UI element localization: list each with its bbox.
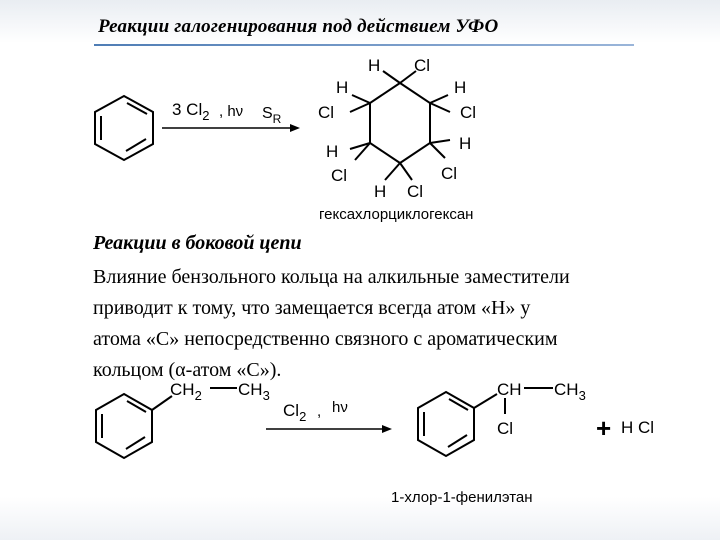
- atom-ur-h: H: [454, 78, 467, 97]
- mechanism-sr: $S_R$: [262, 105, 282, 126]
- paragraph-line: кольцом (α-атом «С»).: [93, 359, 282, 381]
- reagent-hv: , hν: [219, 103, 244, 120]
- reagent-cl2-2: $Cl_2$: [283, 401, 307, 424]
- cyclohexane-ring: [350, 71, 450, 180]
- atom-ll-h: H: [326, 142, 339, 161]
- atom-bot-h: H: [374, 182, 387, 201]
- reagent-comma-2: ,: [317, 403, 322, 420]
- benzene-ring-2: [96, 388, 237, 458]
- paragraph-line: Влияние бензольного кольца на алкильные заместители: [93, 266, 570, 288]
- explanation-paragraph: [93, 262, 703, 386]
- benzene-ring-1: [95, 96, 153, 160]
- reagent-cl2: 3 $Cl_2$: [172, 100, 210, 123]
- group-ch3: $CH_3$: [238, 380, 270, 403]
- atom-ur-cl: Cl: [460, 103, 477, 122]
- atom-ul-cl: Cl: [318, 103, 335, 122]
- atom-bot-cl: Cl: [407, 182, 424, 201]
- product-name-1: гексахлорциклогексан: [319, 206, 474, 223]
- benzene-ring-3: [418, 388, 553, 456]
- slide-title: Реакции галогенирования под действием УФО: [98, 16, 499, 37]
- paragraph-line: атома «С» непосредственно связного с ароматическим: [93, 328, 558, 350]
- atom-ul-h: H: [336, 78, 349, 97]
- reagent-hv-2: hν: [332, 399, 348, 416]
- atom-top-cl: Cl: [414, 56, 431, 75]
- paragraph-line: приводит к тому, что замещается всегда атом «Н» у: [93, 297, 531, 319]
- prod-group-ch: CH: [497, 380, 522, 399]
- section-heading: Реакции в боковой цепи: [93, 232, 302, 254]
- atom-ll-cl: Cl: [331, 166, 348, 185]
- atom-top-h: H: [368, 56, 381, 75]
- prod-group-cl: Cl: [497, 419, 514, 438]
- prod-group-ch3: $CH_3$: [554, 380, 586, 403]
- byproduct-hcl: H Cl: [621, 418, 655, 437]
- plus-sign: +: [596, 413, 612, 443]
- atom-lr-cl: Cl: [441, 164, 458, 183]
- group-ch2: $CH_2$: [170, 380, 202, 403]
- atom-lr-h: H: [459, 134, 472, 153]
- cyclohexane-substituents: [318, 56, 476, 201]
- reaction-arrow-2: [266, 425, 392, 433]
- product-name-2: 1-хлор-1-фенилэтан: [391, 489, 533, 506]
